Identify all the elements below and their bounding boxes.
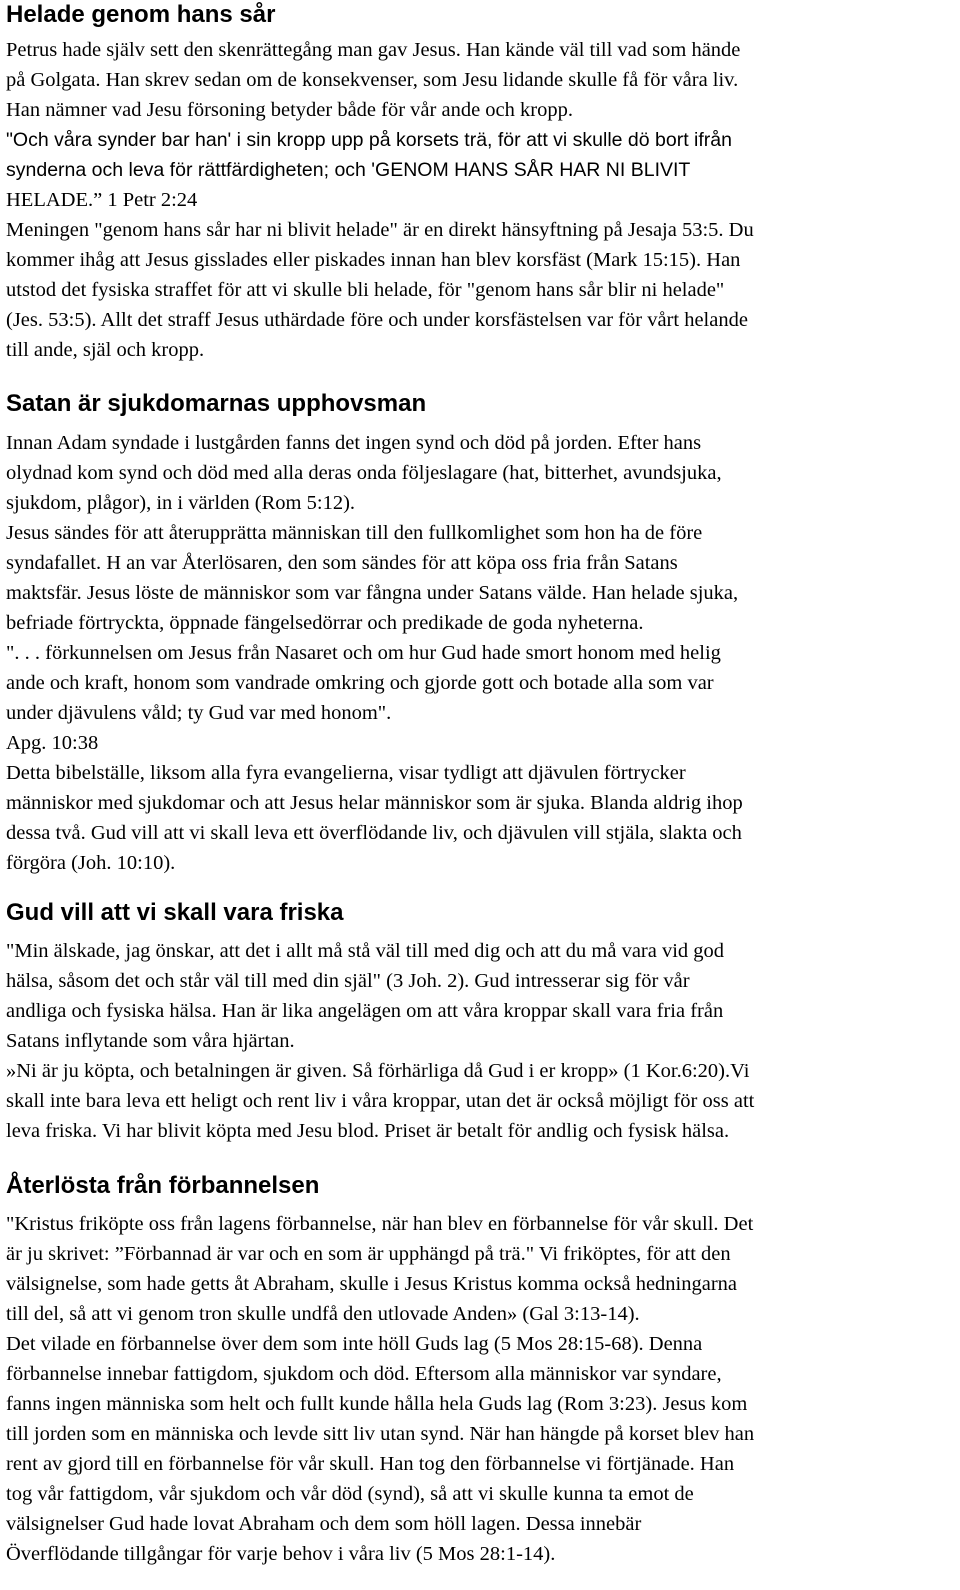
text-line: "Kristus friköpte oss från lagens förbannelse, när han blev en förbannelse för vår skull. Det (6, 1213, 754, 1235)
section-body (0, 35, 960, 365)
text-line: Innan Adam syndade i lustgården fanns det ingen synd och död på jorden. Efter hans (6, 432, 702, 454)
text-line: Han nämner vad Jesu försoning betyder både för vår ande och kropp. (6, 99, 573, 121)
text-line: maktsfär. Jesus löste de människor som var fångna under Satans välde. Han helade sjuka, (6, 582, 739, 604)
section-body (0, 428, 960, 878)
text-line: (Jes. 53:5). Allt det straff Jesus uthärdade före och under korsfästelsen var för vårt helande (6, 309, 748, 331)
text-line: fanns ingen människa som helt och fullt kunde hålla hela Guds lag (Rom 3:23). Jesus kom (6, 1393, 748, 1415)
text-line: olydnad kom synd och död med alla deras onda följeslagare (hat, bitterhet, avundsjuka, (6, 462, 722, 484)
section-heading: Satan är sjukdomarnas upphovsman (6, 390, 427, 417)
text-line: Petrus hade själv sett den skenrättegång man gav Jesus. Han kände väl till vad som hände (6, 39, 741, 61)
text-line: under djävulens våld; ty Gud var med honom". (6, 702, 392, 724)
text-line: Överflödande tillgångar för varje behov i våra liv (5 Mos 28:1-14). (6, 1543, 556, 1565)
text-line: förgöra (Joh. 10:10). (6, 852, 176, 874)
text-line: Meningen "genom hans sår har ni blivit helade" är en direkt hänsyftning på Jesaja 53:5. Du (6, 219, 754, 241)
section-friska (0, 898, 960, 1146)
text-line: dessa två. Gud vill att vi skall leva ett överflödande liv, och djävulen vill stjäla, slakta och (6, 822, 742, 844)
text-line: befriade förtryckta, öppnade fängelsedörrar och predikade de goda nyheterna. (6, 612, 644, 634)
text-line: leva friska. Vi har blivit köpta med Jesu blod. Priset är betalt för andlig och fysisk hälsa. (6, 1120, 730, 1142)
section-heading: Helade genom hans sår (6, 1, 276, 28)
section-helade (0, 0, 960, 365)
text-line: till jorden som en människa och levde sitt liv utan synd. När han hängde på korset blev han (6, 1423, 755, 1445)
text-line: hälsa, såsom det och står väl till med din själ" (3 Joh. 2). Gud intresserar sig för vår (6, 970, 690, 992)
section-body (0, 1209, 960, 1569)
text-line: Detta bibelställe, liksom alla fyra evangelierna, visar tydligt att djävulen förtrycker (6, 762, 686, 784)
text-line: rent av gjord till en förbannelse för vår skull. Han tog den förbannelse vi förtjänade. Han (6, 1453, 735, 1475)
text-line: ande och kraft, honom som vandrade omkring och gjorde gott och botade alla som var (6, 672, 714, 694)
text-line: andliga och fysiska hälsa. Han är lika angelägen om att våra kroppar skall vara fria från (6, 1000, 724, 1022)
text-line: tog vår fattigdom, vår sjukdom och vår död (synd), så att vi skulle kunna ta emot de (6, 1483, 694, 1505)
text-line: "Min älskade, jag önskar, att det i allt må stå väl till med dig och att du må vara vid god (6, 940, 725, 962)
text-line: sjukdom, plågor), in i världen (Rom 5:12). (6, 492, 356, 514)
section-heading: Återlösta från förbannelsen (6, 1172, 320, 1199)
text-line: ". . . förkunnelsen om Jesus från Nasaret och om hur Gud hade smort honom med helig (6, 642, 721, 664)
text-line: kommer ihåg att Jesus gisslades eller piskades innan han blev korsfäst (Mark 15:15). Han (6, 249, 741, 271)
text-line: utstod det fysiska straffet för att vi skulle bli helade, för "genom hans sår blir ni helade" (6, 279, 725, 301)
text-line: välsignelser Gud hade lovat Abraham och dem som höll lagen. Dessa innebär (6, 1513, 642, 1535)
text-line: "Och våra synder bar han' i sin kropp upp på korsets trä, för att vi skulle dö bort ifrån (6, 129, 732, 151)
text-line: Satans inflytande som våra hjärtan. (6, 1030, 295, 1052)
section-body (0, 936, 960, 1146)
text-line: på Golgata. Han skrev sedan om de konsekvenser, som Jesu lidande skulle få för våra liv. (6, 69, 739, 91)
text-line: till ande, själ och kropp. (6, 339, 205, 361)
text-line: Apg. 10:38 (6, 732, 99, 754)
text-line: »Ni är ju köpta, och betalningen är given. Så förhärliga då Gud i er kropp» (1 Kor.6:20).Vi (6, 1060, 750, 1082)
text-line: skall inte bara leva ett heligt och rent liv i våra kroppar, utan det är också möjligt för oss att (6, 1090, 755, 1112)
section-heading: Gud vill att vi skall vara friska (6, 899, 344, 926)
text-line: Det vilade en förbannelse över dem som inte höll Guds lag (5 Mos 28:15-68). Denna (6, 1333, 703, 1355)
text-line: Jesus sändes för att återupprätta människan till den fullkomlighet som hon ha de före (6, 522, 703, 544)
section-satan (0, 389, 960, 878)
text-line: är ju skrivet: ”Förbannad är var och en som är upphängd på trä." Vi friköptes, för att den (6, 1243, 731, 1265)
text-line: HELADE.” 1 Petr 2:24 (6, 189, 198, 211)
text-line: syndafallet. H an var Återlösaren, den som sändes för att köpa oss fria från Satans (6, 552, 678, 574)
text-line: synderna och leva för rättfärdigheten; och 'GENOM HANS SÅR HAR NI BLIVIT (6, 159, 691, 181)
text-line: till del, så att vi genom tron skulle undfå den utlovade Anden» (Gal 3:13-14). (6, 1303, 640, 1325)
text-line: människor med sjukdomar och att Jesus helar människor som är sjuka. Blanda aldrig ihop (6, 792, 743, 814)
text-line: välsignelse, som hade getts åt Abraham, skulle i Jesus Kristus komma också hedningarna (6, 1273, 738, 1295)
text-line: förbannelse innebar fattigdom, sjukdom och död. Eftersom alla människor var syndare, (6, 1363, 722, 1385)
section-aterlosta (0, 1171, 960, 1569)
